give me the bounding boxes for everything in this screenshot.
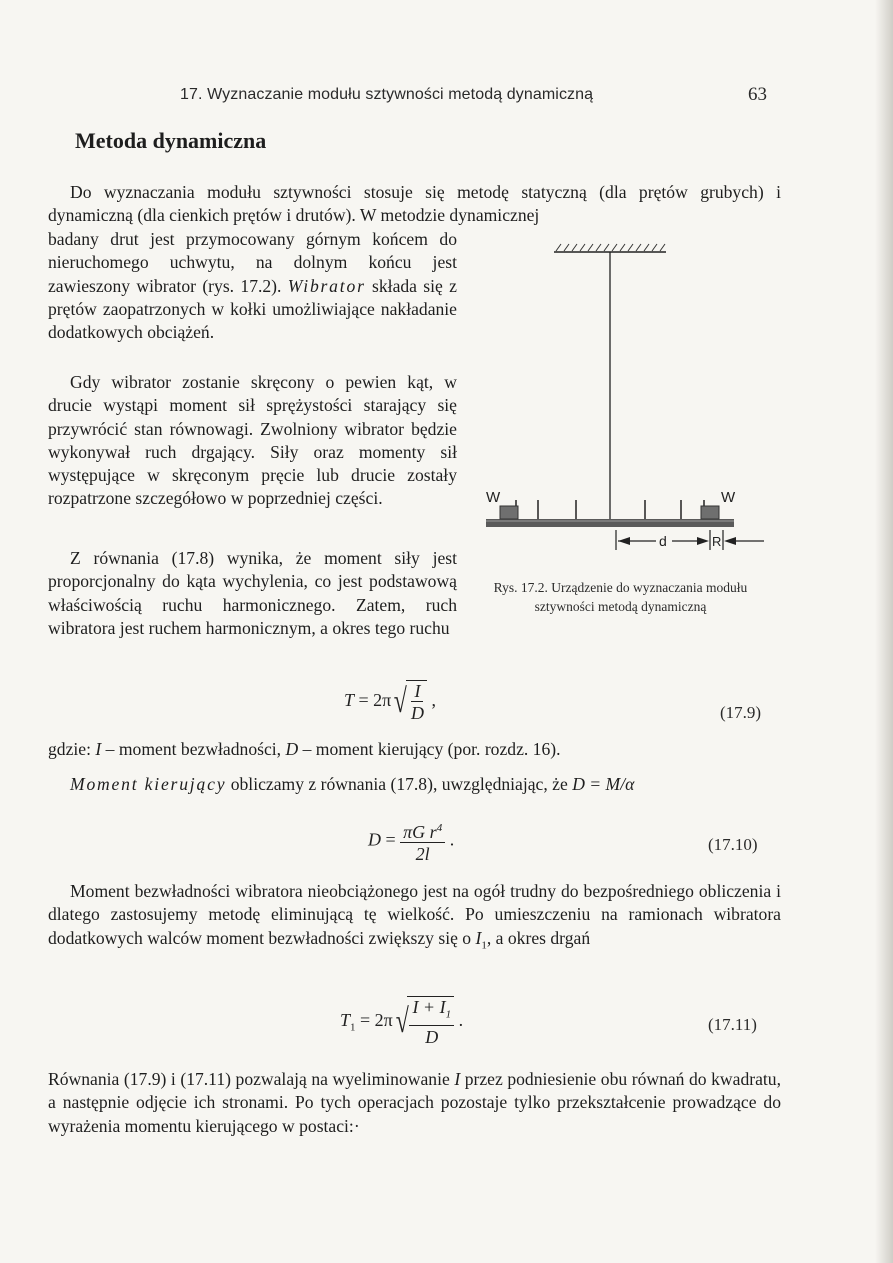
eq2-trail: .	[449, 829, 455, 850]
p2-text-b: składa się z prętów zaopatrzonych w kołki umożliwiające nakładanie dodatkowych obciążeń.	[48, 275, 457, 343]
sqrt-icon-2: √	[395, 1002, 409, 1040]
eq3-trail: .	[458, 1009, 464, 1030]
eq1-numerator: I	[411, 681, 423, 702]
p8-text-a: Równania (17.9) i (17.11) pozwalają na wyeliminowanie	[48, 1069, 455, 1089]
p8-text-b: przez podniesienie obu równań do kwadratu, a następnie odjęcie ich stronami. Po tych operacjach pozostaje tylko przekształcenie prowadzące do wyrażenia momentu kierującego w postaci:·	[48, 1069, 781, 1136]
label-w-left: W	[486, 489, 501, 506]
p5-symbol-i: I	[95, 739, 102, 759]
eq2-numerator	[400, 818, 445, 843]
dimension-r	[723, 530, 764, 550]
paragraph-where	[48, 738, 781, 761]
eq3-fraction	[409, 997, 454, 1048]
p5-text-b: – moment bezwładności,	[101, 739, 286, 759]
eq3-equals: =	[360, 1009, 371, 1030]
torsion-pendulum-figure	[478, 238, 778, 568]
figure-caption: Rys. 17.2. Urządzenie do wyznaczania modułu sztywności metodą dynamiczną	[493, 580, 748, 614]
p5-text-c: – moment kierujący (por. rozdz. 16).	[298, 739, 561, 759]
equation-17-11	[340, 996, 463, 1048]
weight-left	[500, 506, 518, 519]
eq3-num-sub: 1	[445, 1008, 452, 1021]
ceiling-mount	[554, 244, 666, 252]
p6-equation: D = M/α	[572, 774, 635, 794]
eq2-denominator: 2l	[415, 844, 430, 864]
page-number: 63	[748, 84, 767, 105]
eq1-fraction	[408, 681, 427, 724]
p7-text: Moment bezwładności wibratora nieobciążonego jest na ogół trudny do bezpośredniego obliczenia i dlatego zastosujemy metodę eliminującą tę wielkość. Po umieszczeniu na ramionach wibratora dodatkowych walców moment bezwładności zwiększy się o	[48, 881, 781, 948]
label-d: d	[659, 533, 667, 549]
eq1-denominator: D	[410, 703, 424, 723]
eq2-lhs: D	[368, 829, 381, 850]
p5-symbol-d: D	[285, 739, 299, 759]
p2-text-a: badany drut jest przymocowany górnym końcem do nieruchomego uchwytu, na dolnym końcu jest zawieszony wibrator (rys. 17.2).	[48, 229, 457, 296]
weight-right	[701, 506, 719, 519]
paragraph-intro: Do wyznaczania modułu sztywności stosuje się metodę statyczną (dla prętów grubych) i dynamiczną (dla cienkich prętów i drutów). W metodzie dynamicznej	[48, 182, 781, 226]
paragraph-harmonic: Z równania (17.8) wynika, że moment siły jest proporcjonalny do kąta wychylenia, co jest podstawową właściwością ruchu harmonicznego. Zatem, ruch wibratora jest ruchem harmonicznym, a okres tego ruchu	[48, 548, 457, 638]
page-edge-shadow	[875, 0, 893, 1263]
paragraph-moment-kierujacy	[48, 773, 781, 796]
equation-number-17-10: (17.10)	[708, 835, 758, 854]
eq2-equals: =	[385, 829, 396, 850]
running-header: 17. Wyznaczanie modułu sztywności metodą dynamiczną	[180, 86, 594, 103]
eq1-sqrt	[391, 680, 427, 724]
equation-number-17-9: (17.9)	[720, 703, 762, 722]
eq3-coef: 2π	[374, 1009, 393, 1030]
eq3-denominator: D	[425, 1026, 439, 1047]
paragraph-inertia	[48, 880, 781, 957]
paragraph-twist: Gdy wibrator zostanie skręcony o pewien kąt, w drucie wystąpi moment sił sprężystości starający się przywrócić stan równowagi. Zwolniony wibrator będzie wykonywał ruch drgający. Siły oraz momenty sił występujące w skręconym pręcie lub drucie zostały rozpatrzone szczegółowo w poprzedniej części.	[48, 372, 457, 509]
eq2-fraction	[400, 818, 445, 865]
label-r: R	[712, 534, 722, 549]
equation-17-9	[344, 680, 436, 724]
eq3-sqrt	[393, 996, 454, 1048]
p7-symbol-sub: 1	[481, 939, 487, 952]
p8-symbol-i: I	[454, 1069, 461, 1089]
vibrator-bar	[486, 519, 734, 527]
eq1-lhs: T	[344, 690, 355, 711]
p7-symbol-i: I	[475, 927, 482, 948]
p6-text-a: obliczamy z równania (17.8), uwzględniając, że	[226, 774, 573, 794]
term-moment-kierujacy: Moment kierujący	[70, 774, 227, 794]
paragraph-elimination	[48, 1068, 781, 1138]
eq3-num-text: I + I	[412, 997, 446, 1017]
eq3-lhs: T	[340, 1009, 351, 1030]
term-wibrator: Wibrator	[287, 275, 366, 296]
eq1-equals: =	[358, 690, 369, 711]
eq1-trail: ,	[431, 690, 436, 711]
p5-text-a: gdzie:	[48, 739, 96, 759]
sqrt-icon: √	[394, 683, 408, 720]
eq3-numerator	[409, 997, 454, 1026]
paragraph-wire-setup	[48, 228, 457, 344]
eq1-coef: 2π	[373, 690, 392, 711]
eq2-num-text: πG r	[403, 822, 437, 842]
section-title: Metoda dynamiczna	[75, 128, 267, 153]
label-w-right: W	[721, 489, 736, 506]
eq2-num-sup: 4	[436, 822, 443, 834]
equation-number-17-11: (17.11)	[708, 1015, 757, 1034]
eq3-lhs-sub: 1	[350, 1021, 356, 1034]
p7-text-b: , a okres drgań	[486, 927, 591, 948]
equation-17-10	[368, 818, 454, 865]
